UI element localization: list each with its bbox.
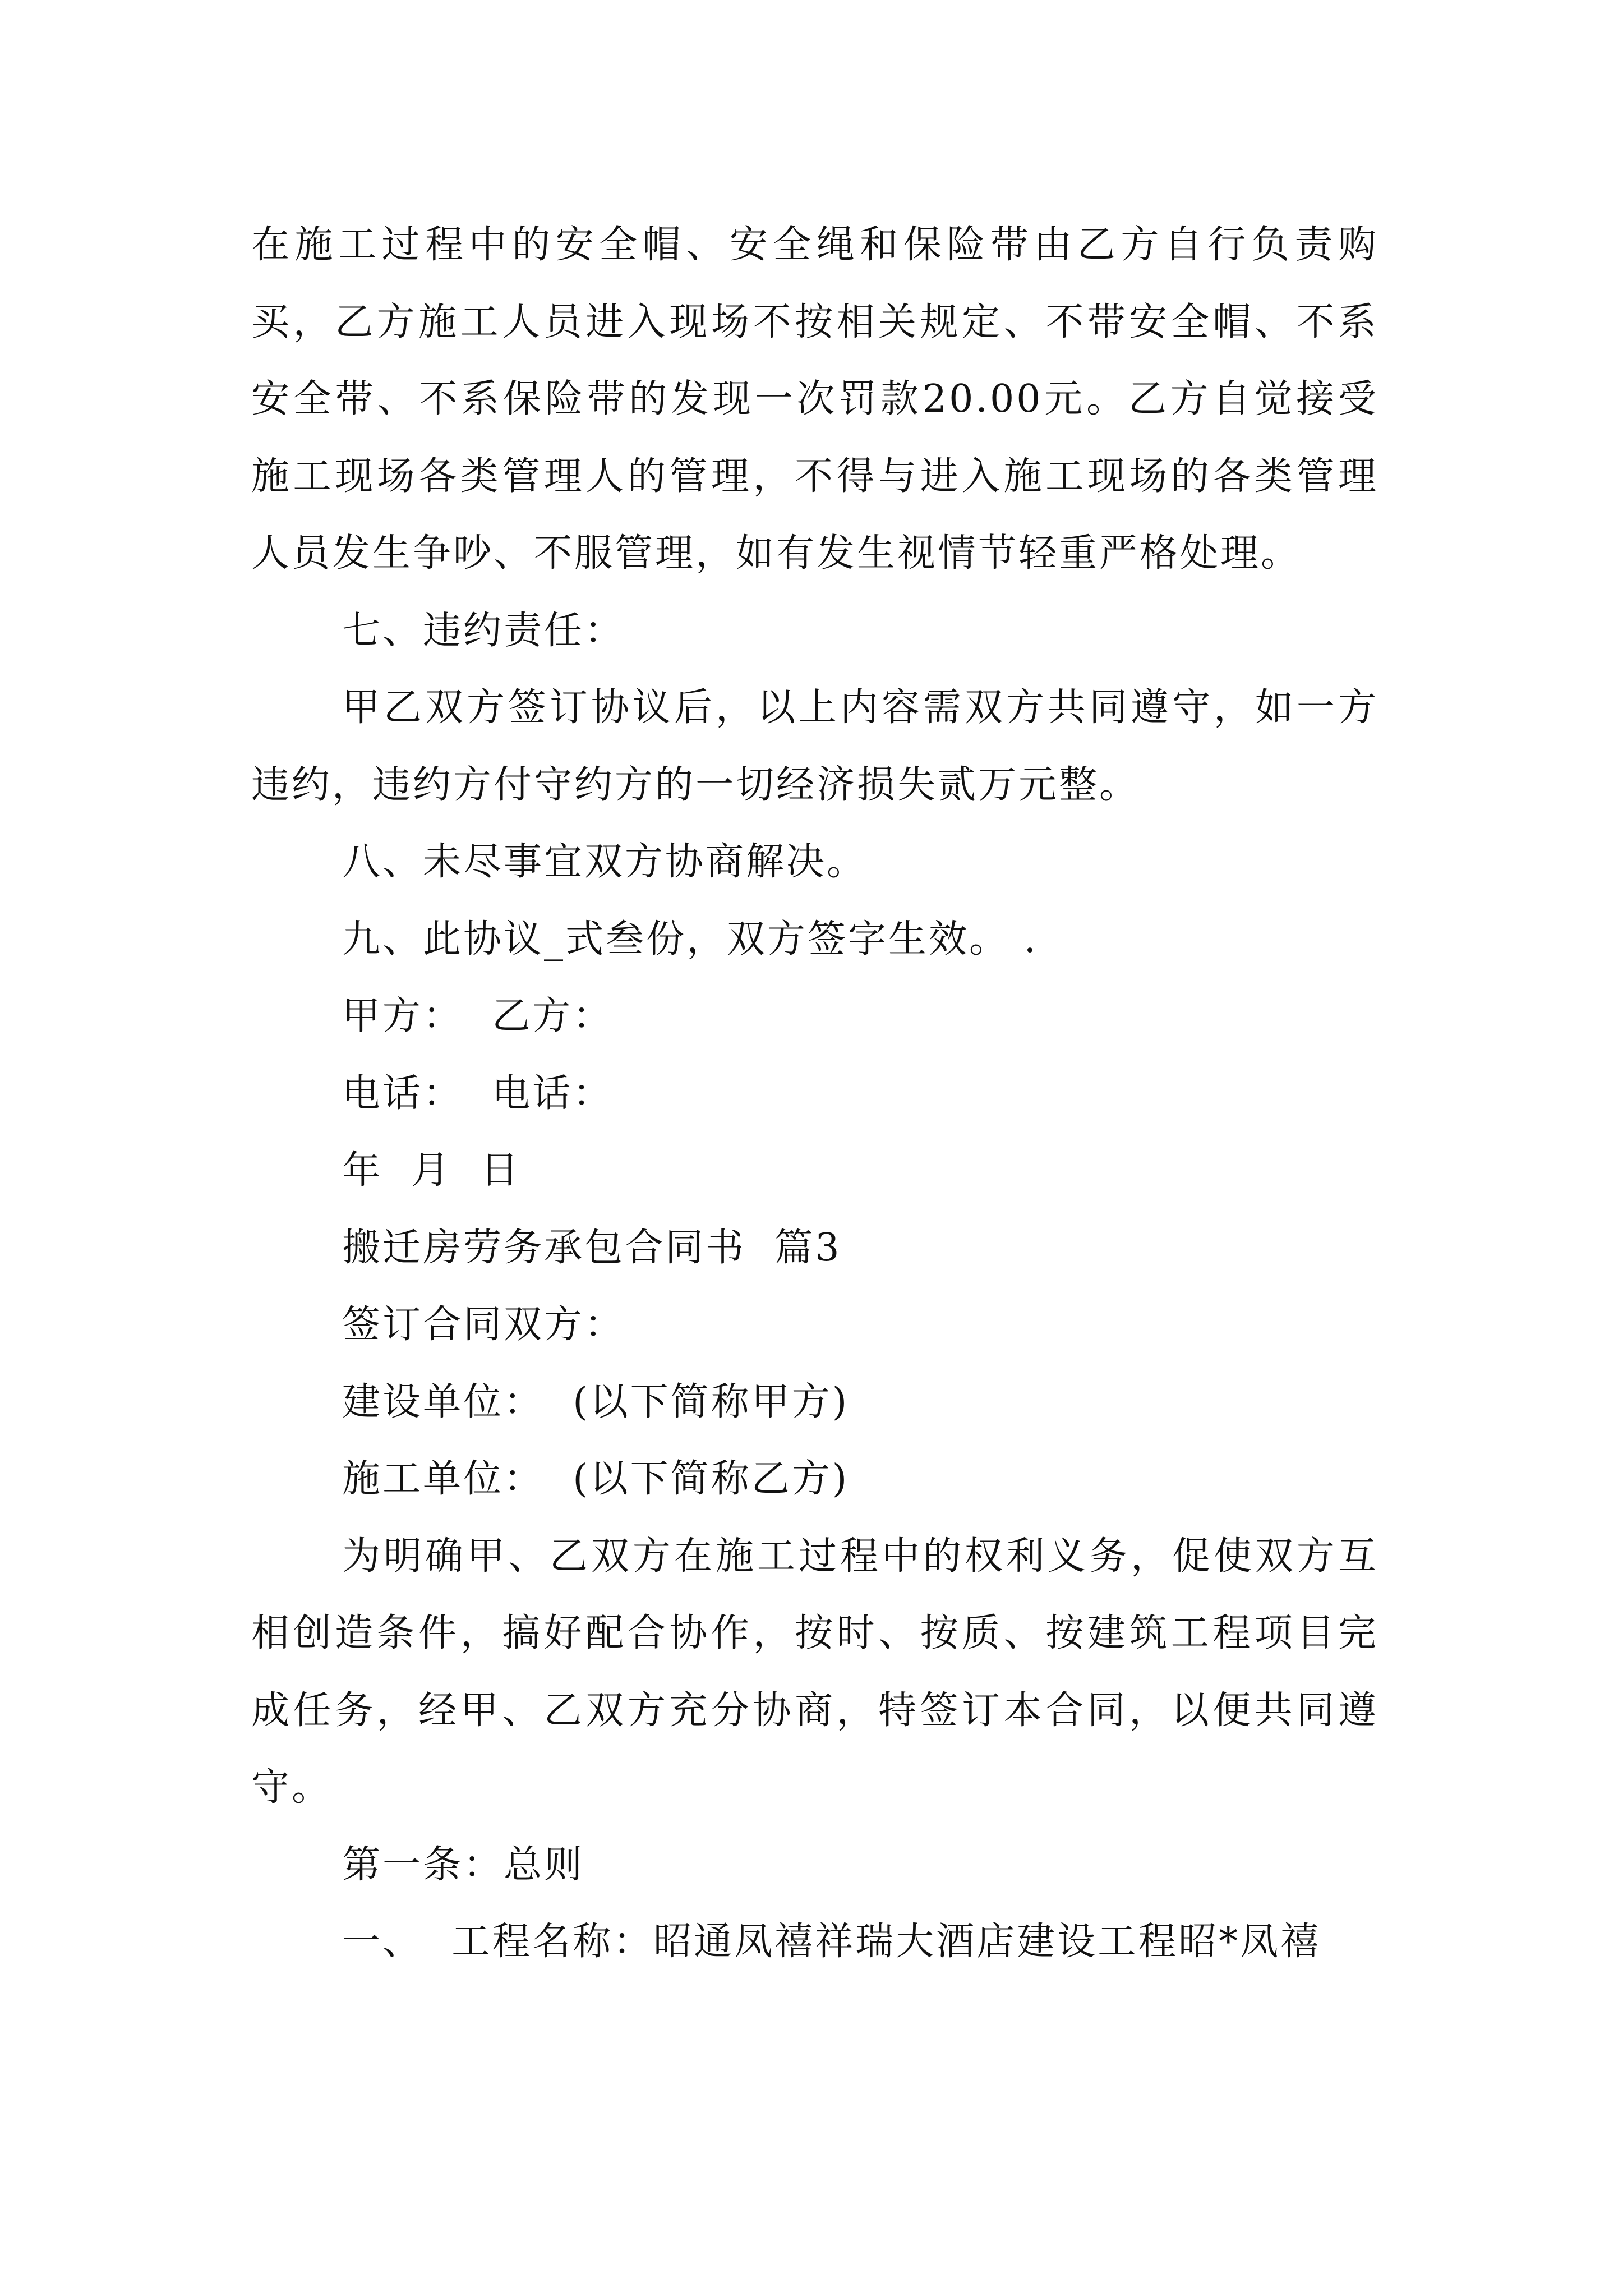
signature-parties: 甲方： 乙方： xyxy=(342,994,614,1038)
document-body xyxy=(251,206,1378,1981)
paragraph-construction-contractor: 施工单位： (以下简称乙方) xyxy=(342,1457,850,1501)
paragraph-copies-effective: 九、此协议_式叁份，双方签字生效。 . xyxy=(342,917,1039,961)
section-title-contract-3: 搬迁房劳务承包合同书 篇3 xyxy=(342,1225,842,1270)
heading-article-one: 第一条：总则 xyxy=(342,1842,585,1887)
paragraph-breach-terms: 甲乙双方签订协议后，以上内容需双方共同遵守，如一方违约，违约方付守约方的一切经济损失贰万元整。 xyxy=(251,685,1378,807)
paragraph-contracting-parties: 签订合同双方： xyxy=(342,1303,625,1347)
signature-date: 年 月 日 xyxy=(342,1148,521,1193)
paragraph-contract-purpose: 为明确甲、乙双方在施工过程中的权利义务，促使双方互相创造条件，搞好配合协作，按时、按质、按建筑工程项目完成任务，经甲、乙双方充分协商，特签订本合同，以便共同遵守。 xyxy=(251,1534,1378,1810)
paragraph-construction-owner: 建设单位： (以下简称甲方) xyxy=(342,1379,850,1424)
heading-breach-liability: 七、违约责任： xyxy=(342,608,625,653)
paragraph-unresolved-matters: 八、未尽事宜双方协商解决。 xyxy=(342,840,868,884)
paragraph-safety-rules: 在施工过程中的安全帽、安全绳和保险带由乙方自行负责购买，乙方施工人员进入现场不按相关规定、不带安全帽、不系安全带、不系保险带的发现一次罚款20.00元。乙方自觉接受施工现场各类管理人的管理，不得与进入施工现场的各类管理人员发生争吵、不服管理，如有发生视情节轻重严格处理。 xyxy=(251,223,1378,576)
paragraph-project-name: 一、 工程名称：昭通凤禧祥瑞大酒店建设工程昭*凤禧 xyxy=(342,1920,1321,1964)
signature-phones: 电话： 电话： xyxy=(342,1071,614,1116)
